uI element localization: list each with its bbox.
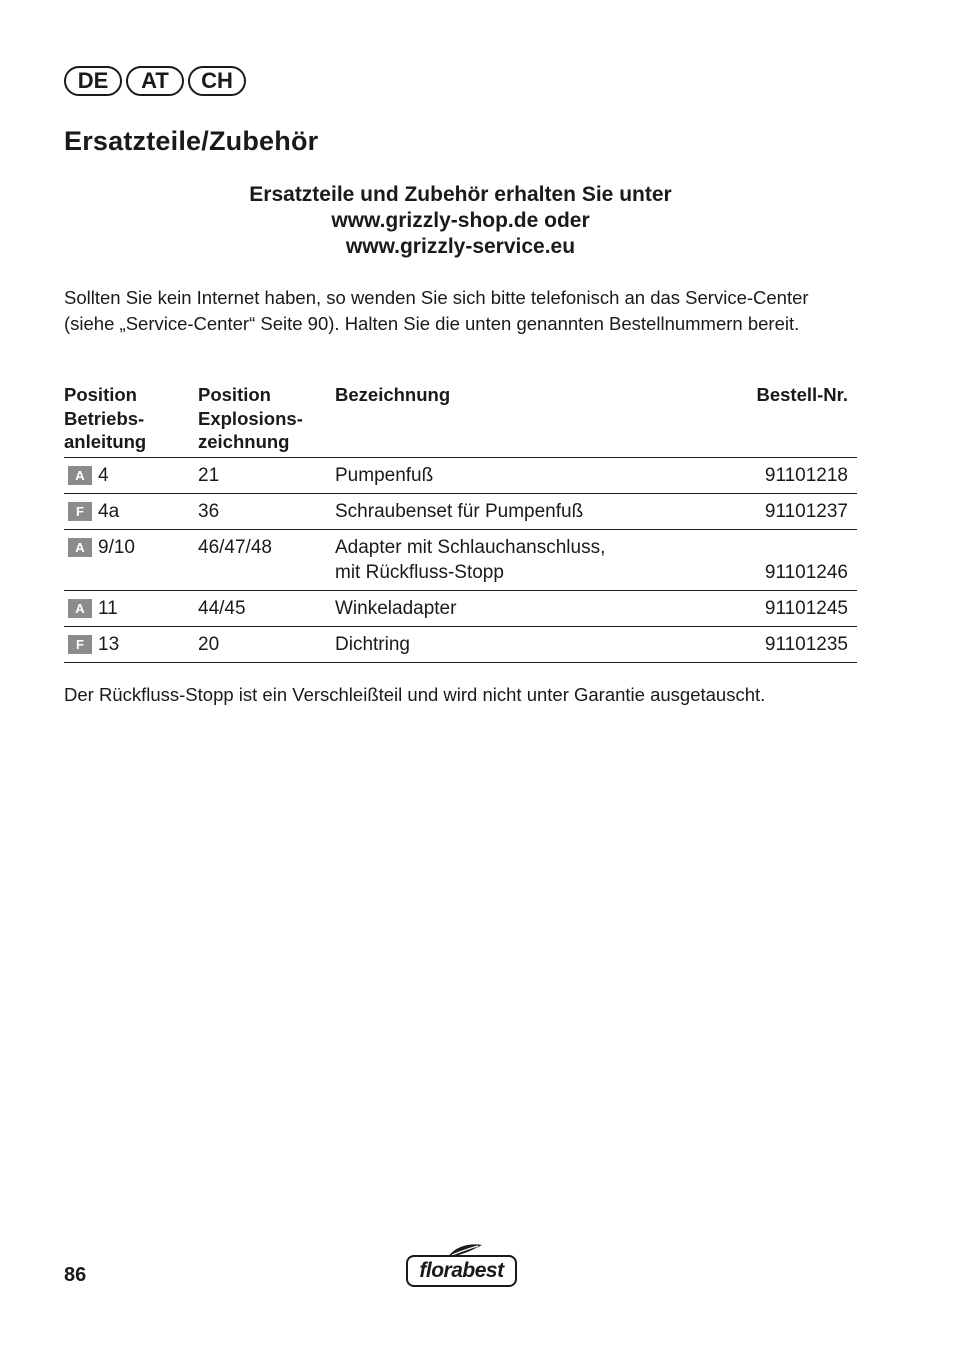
description-cell: Winkeladapter bbox=[335, 590, 716, 626]
position-drawing-cell: 36 bbox=[198, 493, 335, 529]
part-tag: A bbox=[68, 599, 92, 618]
logo-wordmark: florabest bbox=[406, 1255, 517, 1287]
header-description: Bezeichnung bbox=[335, 383, 716, 457]
order-number-cell: 91101218 bbox=[716, 457, 857, 493]
header-position-drawing: Position Explosions- zeichnung bbox=[198, 383, 335, 457]
part-tag: A bbox=[68, 466, 92, 485]
table-row bbox=[64, 493, 857, 529]
order-number-cell: 91101235 bbox=[716, 626, 857, 662]
parts-table bbox=[64, 383, 857, 663]
table-row bbox=[64, 626, 857, 662]
position-manual-cell: A 9/10 bbox=[64, 529, 198, 590]
part-tag: F bbox=[68, 635, 92, 654]
part-tag: A bbox=[68, 538, 92, 557]
position-drawing-cell: 20 bbox=[198, 626, 335, 662]
header-position-manual: Position Betriebs- anleitung bbox=[64, 383, 198, 457]
order-number-cell: 91101245 bbox=[716, 590, 857, 626]
shop-url-1: www.grizzly-shop.de oder bbox=[331, 209, 590, 232]
country-badge-ch: CH bbox=[188, 66, 246, 96]
shop-url-2: www.grizzly-service.eu bbox=[345, 235, 576, 258]
description-cell: Schraubenset für Pumpenfuß bbox=[335, 493, 716, 529]
position-manual-cell: F 13 bbox=[64, 626, 198, 662]
order-number-cell: 91101246 bbox=[716, 529, 857, 590]
page-number: 86 bbox=[64, 1264, 87, 1286]
country-badges bbox=[64, 66, 246, 96]
page-title: Ersatzteile/Zubehör bbox=[64, 126, 319, 156]
description-cell: Adapter mit Schlauchanschluss, mit Rückfluss-Stopp bbox=[335, 529, 716, 590]
table-header-row bbox=[64, 383, 857, 457]
country-badge-at: AT bbox=[126, 66, 184, 96]
header-order-number: Bestell-Nr. bbox=[716, 383, 857, 457]
table-row bbox=[64, 529, 857, 590]
position-drawing-cell: 46/47/48 bbox=[198, 529, 335, 590]
footnote: Der Rückfluss-Stopp ist ein Verschleißteil und wird nicht unter Garantie ausgetauscht. bbox=[64, 684, 766, 705]
country-badge-de: DE bbox=[64, 66, 122, 96]
position-drawing-cell: 44/45 bbox=[198, 590, 335, 626]
description-cell: Dichtring bbox=[335, 626, 716, 662]
position-drawing-cell: 21 bbox=[198, 457, 335, 493]
florabest-logo bbox=[406, 1243, 519, 1289]
intro-paragraph: Sollten Sie kein Internet haben, so wenden Sie sich bitte telefonisch an das Service-Center (siehe „Service-Center“ Seite 90). Halten Sie die unten genannten Bestellnummern bereit. bbox=[64, 287, 809, 334]
order-number-cell: 91101237 bbox=[716, 493, 857, 529]
position-manual-cell: A 4 bbox=[64, 457, 198, 493]
description-cell: Pumpenfuß bbox=[335, 457, 716, 493]
table-row bbox=[64, 457, 857, 493]
position-manual-cell: F 4a bbox=[64, 493, 198, 529]
shop-notice-line: Ersatzteile und Zubehör erhalten Sie unter bbox=[249, 183, 672, 206]
position-manual-cell: A 11 bbox=[64, 590, 198, 626]
shop-notice bbox=[64, 182, 857, 260]
table-row bbox=[64, 590, 857, 626]
part-tag: F bbox=[68, 502, 92, 521]
